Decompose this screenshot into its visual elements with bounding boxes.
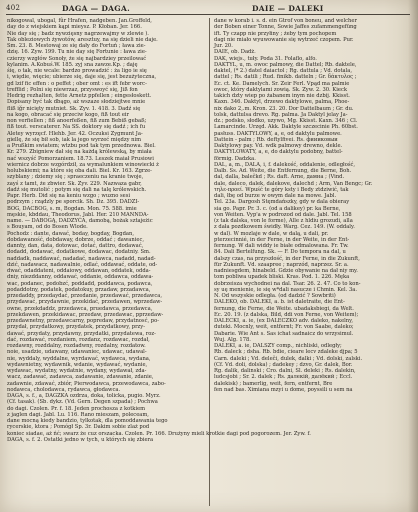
text-line: nie, wyddaly, wyddalne, wyrdawać, wydawca, wydana, xyxy=(7,355,151,362)
text-line: nix dako 2,.m. Kron. 23. 20. Dor Dattelbaum ; Gr. du. xyxy=(214,105,354,112)
page-number: 402 xyxy=(6,4,21,12)
text-line: DAK, wiejs., tuły. Poda 31. Folaflo, alfo. xyxy=(214,55,317,62)
text-line: Pochodz : dante, dawać, boday, bogday, Bogdan, xyxy=(7,230,134,237)
text-line: przydał, przydatkowy, przydatek, przydatkowy, przy- xyxy=(7,324,145,331)
text-line: dniy, niezddanny, oddawać, oddanie, oddawca, oddawa- xyxy=(7,274,154,281)
text-line: z dała pozdkowem świdły. Warg. Cez. 149. (W. oddaly. xyxy=(214,224,355,231)
text-line: wydawac, wydatny, wydatnie, wydany, wydawał, zda- xyxy=(7,368,147,374)
text-line: giellę, że się bił sob, iak la jego wyrzeć między nim xyxy=(7,136,142,143)
text-line: tom pobliwa upadek bliski. Kras. Pod. 1. 226. Męka xyxy=(214,274,350,281)
text-line: a Prußkim swiatem; wtzbu pod tak tym przednowa. Biel. xyxy=(7,143,156,149)
text-line: trefflid ; Polni się niewrzaz, przyswoyć się, Jiß fon xyxy=(7,86,138,93)
text-line: noie, usadzie, udawany, udawaniec, udawac, udawal- xyxy=(7,349,147,356)
text-line: Ec. ct. Ke. Damelych. Sr. Zeir Ferl. Vpąd ma palmie xyxy=(214,80,350,87)
text-line: dale, daleco, dalek, dalekove, dalechd ; Arm, Van Bengc; Gr. xyxy=(214,180,373,187)
text-line: Papr. Herb. Did się na keniu wzgo ; wuzno sesi xyxy=(7,193,131,199)
text-line: für Zukunft. Vd. szaapree ; naprzód, naprzez. Sr. a. xyxy=(214,261,349,268)
text-line: wiernicz dobrze wzgórdził, za wymalunkiem winowiecki ż xyxy=(7,161,159,168)
text-line: sia go. Papr. Pr. 3. c. (od a dalikey) pr. ka Berne, xyxy=(214,205,341,212)
text-line: Dattein - palm ; Rb. deftylfivei. Rs. фиииковыи xyxy=(214,136,338,143)
text-line: kylanim. A.Kobuś.W. 185. zyj sna zawze.Kp. ; daję xyxy=(7,61,138,68)
text-line: (Cf. tasak). (Sb. dykz. (Vd. Gern. Degen szpada) ; Pochwa xyxy=(7,399,158,406)
text-line: dzić, nadawacz, nadawalnie, odlać, oddawać, oddate, od- xyxy=(7,261,158,268)
text-line: przekdawen, przekidawac, przedaw, przedawac, pprzedaw- xyxy=(7,311,164,318)
text-line: gd lzif fic effen : o peffet ; ober omt : es ift febr worc- xyxy=(7,80,147,87)
text-line: nadniesgdem, hinabeld. Gdzie obywanie na dał niy my. xyxy=(214,268,358,274)
text-line: Dabarie. Wie Ant s. Sas ichat sadnaicz do wrzysimul. xyxy=(214,330,354,337)
header-rule xyxy=(6,14,410,15)
text-line: dobrzeisza wychodnei na dal. Tsar. 26. 2. 47. Co to kon- xyxy=(214,280,361,287)
text-line: DAKTYLOWATY, a, e, do daktylu podobny, battel- xyxy=(214,149,343,156)
text-line: non verfiellen ; fiß anoerfeßen, fiß zum Bebiß gebaß; xyxy=(7,118,147,124)
text-line: der Boben einer Tonne, Sowie Jaffes zufammengefüng xyxy=(214,24,357,31)
text-line: męskie, kbddau, Theodorus. Jabl. Her. 210 MANNDA- xyxy=(7,211,149,218)
text-line: dawać, przydaty, przydawny, przydatki, przydatewa, roz- xyxy=(7,330,156,337)
text-line: zadawnie, zdawać, zbiór, Pierwodawca, przewodawca, zabo- xyxy=(7,380,166,387)
text-line: podaddotny, podatek, podatokuy, przadaw, przadawca, xyxy=(7,286,151,293)
text-line: z jaglen dagi. Jabl. Lu. 116. Rano mieszam, poleceam, xyxy=(7,411,149,418)
text-line: dali, łbę od burze w owym dale na mowe. Jabl. xyxy=(214,193,337,199)
column-divider xyxy=(209,18,210,506)
text-line: DAKTYL, u, m. owoc palmowy, die Dattel; Rb. daktele, xyxy=(214,61,357,68)
text-line: fliß iğr nicięty mutniet. Sk. Zyv. 1. 418. 3. Dadź się xyxy=(7,105,141,112)
text-line: Nie day się ; badz nywzięsny nagrzewajmy w zlewie ). xyxy=(7,30,149,37)
text-line: takich dzty wiep po żabanem inym nie dzbij. Kkisst. xyxy=(214,93,350,99)
text-line: dadź się mutolić ; potym się dali na talę królewskich. xyxy=(7,186,147,193)
text-line: owne, przekdaddz, przedawca, pruedawca, przedawca, xyxy=(7,305,153,312)
text-line: fernung, die Ferne, die Weite. ubadaksbiegi, da Welt. xyxy=(214,305,354,312)
text-line: daktel, (* 2.) datel daiactol ; Rg. dattula ; Vd. dotala, xyxy=(214,68,353,74)
text-line: nikogowal, ubogal, fûr Hrafen, nadgeben. Jan.Groffeld, xyxy=(7,18,152,24)
text-line: fiß tout. verscaterer. Na SS. doktory się dadź ; ich fu xyxy=(7,124,146,131)
text-line: Jur. 20. xyxy=(214,43,233,49)
text-line: dzię. 16. Zyw. 199. Tu nie day się Fortunie : ława zie- xyxy=(7,49,147,56)
text-line: Carn. daleki ; Vd. deleči, dulek, dalki ; Vd. dolski, zalski. xyxy=(214,355,363,362)
text-line: nodawca, cholodawca, rydawca, głodawca. xyxy=(7,386,121,393)
running-head-right: DAIE — DALEKI xyxy=(252,4,324,13)
text-line: DALEKO, ob. DALEKI, a. b. ist daletraite, die Ent- xyxy=(214,299,345,306)
text-line: dodadd, dodawać, dodatkowe, dodawac, dodatniy. Sm. xyxy=(7,249,151,256)
text-line: förmig. Dadzka. xyxy=(214,155,256,162)
text-line: DAGA, s. f., a, DAGZKA ozdrza, doka, tolicka, pugio. Myrz. xyxy=(7,393,161,399)
text-line: BOG, DACBOG, s. m, Bogdan. Mon. 75. 588. imie xyxy=(7,205,137,212)
text-line: dagi nie miało wyuwowanie się wytrzeć czopem. Pur. xyxy=(214,36,354,43)
text-line: rycerskie, ktora ; Pomógł Sp. 3r. Dakim sobie zlaż pod xyxy=(7,424,150,431)
text-line: dalekisk) ; bamerlig, weit, fern, entfernt, Bre xyxy=(214,380,333,387)
text-line: dane w korab i. s. d. ein Gtrof von boneu, and welcher xyxy=(214,18,357,24)
text-line: owoc, który daktylami zowią. Sk. Zyw. 2. 30. Kieck xyxy=(214,86,347,93)
text-line: czierzy wzgłów Sonoły, że się najbardziey przeilować xyxy=(7,55,147,62)
text-line: Tak obleziowych żywotów, aresztuy, na się dzieli nie daje. xyxy=(7,36,158,43)
text-line: naddadk, naddawać, nadadać, nadawca, nadadd, nadad- xyxy=(7,255,156,262)
text-line: wacz, zadawać, zadawca, zadawanie, zdawanie, zdanie, xyxy=(7,374,154,381)
text-line: dalszy czas, na przyszłość, in der Ferne, in die Zukunft, xyxy=(214,255,360,262)
text-line: na kogo, obracać się przeciw kogo, fiß tout eir xyxy=(7,111,130,118)
text-line: Wuj. Alg. 178. xyxy=(214,336,251,343)
text-line: rozdawny, rozddalny, rozdadwny, rozdalny, rozdatow. xyxy=(7,343,146,349)
text-line: koniec siadae, aż ńć; swarz że cuz orszacka. Czolen. Pr. 166. Drużyny mieli krotkie dagi pod pogorozem. Jer. Zyw. f. xyxy=(7,430,311,437)
text-line: holubskiemi; na które się oba dali. Biel. Kr. 163. Zgrze- xyxy=(7,168,152,174)
text-line: duteki. Mocnly, weit, entfernt; Fr. von Saabe, daleko; xyxy=(214,324,354,331)
text-line: day do z wiejskiem kąpi mieysz. P. Kłoban. Jer. 166. xyxy=(7,24,142,31)
text-line: i, więdie, więcie; ubierze się, daje się, jest bezużyteczna, xyxy=(7,74,157,81)
text-line: przedaddy, przedaydać, przedanie, przedawać, przedawca, xyxy=(7,293,163,299)
text-line: (z tak dalska, von le forme), Alle z hldiu grozudi, alla xyxy=(214,218,353,224)
text-line: dobdawaność, dobdaway, dobrze, oddać ; dawaniec, xyxy=(7,236,145,243)
text-line: ift. Ty czapp nie przyłiny ; żeby tym pochopem xyxy=(214,30,337,37)
running-head-left: DAGA — DAGA. xyxy=(62,4,131,13)
text-line: DALECKI, a. ie, (ex DALECZKO adv. daleko, nakelny, xyxy=(214,318,354,324)
text-line: Rb. daleck ; dsha. Rb. bdie, cieare lecv zdaleke djpa; 5 xyxy=(214,349,358,356)
right-column xyxy=(214,18,411,508)
text-line: s Bouyam, od do Bosen Wlode. xyxy=(7,224,88,231)
page-edge-shadow xyxy=(408,0,418,512)
text-line: (Cf. Vd. doli, dolska) ; dadekey ; dzvo, Gr. dalek, Bor. xyxy=(214,361,353,368)
text-line: Kr. 279. Zbigniew dał się na każdą królewską, by miała xyxy=(7,149,152,156)
text-line: name. — DABOGĄ, DADZYĆA, damobą, bożak sztajeżic xyxy=(7,218,153,224)
text-line: von Weiten. Vyp'a w podrozod od dale. Jabl. Tel. 158 xyxy=(214,211,352,218)
text-line: Sm. 23. 8. Mestowaj ze się dały do Fortuń ; ława zie- xyxy=(7,43,146,49)
text-line: Dalb. Ss. Ad. Weite, die Entfernung, die Berne, Boh. xyxy=(214,168,352,174)
text-line: dal, dalla, balečkd ; Rs. daft. Arne, дамна ; (Vind. xyxy=(214,174,345,181)
text-line: szyblany ; dziemy się ; spraeczeniu na kranie twoje, xyxy=(7,174,144,181)
text-line: zayś z tamt, że zbwier. Sk. Zyv. 229. Nazwaza gabr, xyxy=(7,180,142,187)
text-line: Tel. 23a. Dargosh Stęmdańszky, gdy w dala obieray xyxy=(214,199,350,206)
text-line: fen nad bas. Ximiana mzyi u dome, poyssili u sem na xyxy=(214,386,353,393)
text-line: Hedrig rezhalten, fette Arnetz ppfellen ; eingesłoskett. xyxy=(7,93,152,99)
text-line: Rg. dalik, dalinski ; Cro. dalni, Sl. deleki ; Rs. dalekin, xyxy=(214,368,356,374)
text-line: dane mocną kiedy bandzio, tylkotak, dla pomoddawania tego xyxy=(7,418,168,424)
text-line: τηλε-προεί. Wpuść te góry ksty i Bedy ztdziwić, tak xyxy=(214,186,349,193)
text-line: do dagi. Czolen. Pr. f. 18. Jeden prochosza z kotkiem xyxy=(7,405,146,412)
text-line: pasłuss. DAKTYLOWY, a, e, od daktylu palmowe. xyxy=(214,130,342,137)
text-line: dwać, odaddateni, oddaiowy, oddawan, oddatek, odda- xyxy=(7,268,151,274)
text-line: wydawnietny, wydawnik, wdanie, wydawać, wydanie, xyxy=(7,361,148,368)
text-line: podrzym ; rządzly pe sporcik. Sh. Dz. 395. DADZI- xyxy=(7,199,140,206)
text-line: w dal). W mozlaje w dale, w dalą, u dali, pr. xyxy=(214,230,329,237)
text-line: tolsk, dattulsa drevo. Rg. palma. Ja Daktyl jelay Ja- xyxy=(214,111,348,118)
text-line: Kaxn. 346. Daktyl, drzewo daktylowe, palma, Phoe- xyxy=(214,99,350,106)
text-line: Daktylowy pay. Vd. wdk palmowy drewno, dekle. xyxy=(214,143,343,149)
text-line: ludcsjobi ; Sr. 2. dalek ; Rs. далекій, далёкий ; Eccl. xyxy=(214,374,353,381)
text-line: przedawnetny, przedawcarny, popredaw, przydatnosć, po- xyxy=(7,318,159,324)
text-line: przydawać, przydawnie, przekidać, przedawen, wprzedaw- xyxy=(7,299,163,306)
text-line: wac, podanec, podobzć, poddadd, poddawca, podawca, xyxy=(7,280,153,287)
text-line: Aletey wyrzęcf. Hlehb. Jer. 42. Oczuksi Zygmunt Ja- xyxy=(7,130,143,137)
text-line: DAL, a, m., DALA, i, f. dalekość, oddalenie, odległość, xyxy=(214,161,356,168)
text-line: dz.; podsko, słodko, uzywo, Mg. Kkisst. Kaxn. 346 ; Cl. xyxy=(214,118,358,124)
text-line: Ec. 20. 19. (z dalska, Bild, ddi von Ferne, von Weitem); xyxy=(214,311,359,318)
text-line: nać wszyść Pomorzaniem. 18.73. Leszek maiał Prusiowi xyxy=(7,155,154,162)
text-line: fernung. W dali widdy ie białe odmalowana. Fr. Tw. xyxy=(214,243,349,249)
text-line: dannty, dan, data, dotowac, dotać, dattro, dodawać, xyxy=(7,243,144,249)
text-line: Dopisany być tak dbągo, aż wszaze słodziejtwe mnie xyxy=(7,99,146,106)
text-line: DAGA, s. f. 2. Ostatki jedno w tych, u których się zbiera xyxy=(7,436,154,443)
text-line: dać, rozdawać, rozdaniem, rozdanz, rozdawac, rozdał, xyxy=(7,336,150,343)
text-line: DALEKI, a. ie, DALSZY comp., nichliski, odległy; xyxy=(214,343,342,349)
text-line: pterzecinnié, in der Ferne, in der Weite, in der Ent- xyxy=(214,236,350,243)
text-line: dattel ; Rs. datili ; Rud. finikb. datteln ; Gr. δάκτυλος ; xyxy=(214,74,357,81)
text-line: Lamarcinde. Urzęd. Akk. Daktyle szczecinie Ph. 60bst. xyxy=(214,124,358,131)
text-line: N. Od wszyskie odległa. (od dadzić ? Sowbriti) xyxy=(214,293,336,299)
text-line: 84. Dali Bertelfung. Sk. — F. Do tempora na dal, u xyxy=(214,249,346,256)
text-line: sy uę menienie, ie się w*dali nasucze i Chmin. Kel. 3a. xyxy=(214,286,357,293)
text-line: śię, o tak, nie wcale: bardzo prowadzić : ża ligo ie się xyxy=(7,68,147,74)
text-line: DAIE, ob. Dadż. xyxy=(214,49,256,56)
